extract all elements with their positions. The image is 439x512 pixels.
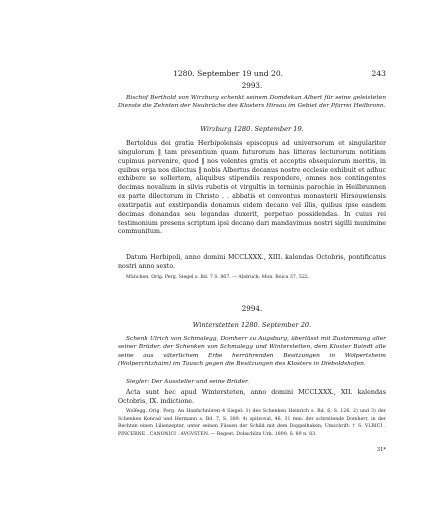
regest-text: Schenk Ulrich von Schmalegg, Domherr zu Augsburg, überlässt mit Zustimmung aller seiner Brüder, der Schenken von Schmalegg und Winterstetten, dem Kloster Baindt alle seine aus väterlichem Erbe herrührenden Besitzungen in Wolpertsheim (Wolperchtzhaim) im Tausch gegen die Besitzungen des Klosters in Dieboldshofen. [118,336,386,368]
signature-mark: 31* [376,447,386,453]
document-2993-dateline [118,124,386,134]
document-2993-regest [118,94,386,111]
document-2994-number [118,304,386,314]
document-2994-siegler [118,378,386,386]
page-number: 243 [371,69,386,78]
signature-mark-block [118,446,386,454]
regest-text: Bischof Berthold von Wirzburg schenkt seinem Domdekan Albert für seine geleisteten Dienste die Zehnten der Neubrüche des Klosters Hirsau im Gebiet der Pfarrei Heilbronn. [118,95,386,110]
document-2994-note [118,408,386,438]
document-2993-note [118,274,386,282]
document-2993-datum [118,254,386,272]
header-title: 1280. September 19 und 20. [173,69,284,78]
siegler-text: Siegler: Der Aussteller und seine Brüder. [126,379,250,385]
charter-text: Bertoldus dei gratia Herbipolensis episcopus ad universorum et singulariter singulorum ‖ tam presentium quam futurorum has litteras lecturorum notitiam cupimus pervenire, quod ‖ nos volentes gratis et acceptis obsequiorum meritis, in quibus erga nos dilectus ‖ nobis Albertus decanus nostre ecclesie exhibuit et adhuc exhibere se sollertem, aliquibus stipendiis respondere, omnes nos contingentes decimas novalium in silvis rubetis et virgultis in terminis parochie in Heilbrunnen ex parte dilectorum in Christo . . abbatis et conventus monasterii Hirsouwiensis exstirpatis aut exstirpandis donamus eidem decano vel illis, quibus ipse easdem decimas donandas seu legandas duxerit, perpetuo possidendas. In cuius rei testimonium presens scriptum ipsi decano dari mandavimus nostri sigilli munimine communitum. [118,140,386,236]
source-note: München. Orig. Perg. Siegel s. Bd. 7 S. 867. — Abdruck: Mon. Boica 37, 522. [126,275,310,280]
document-2993-number [118,81,386,91]
document-2993-body [118,140,386,237]
dateline: Winterstetten 1280. September 20. [192,321,312,329]
document-2994-regest [118,335,386,369]
document-number: 2994. [241,304,263,313]
datum-text: Datum Herbipoli, anno domini MCCLXXX., XIII. kalendas Octobris, pontificatus nostri anno sexto. [118,254,386,270]
charter-text: Acta sunt hec apud Wintersteten, anno domini MCCLXXX., XII. kalendas Octobris, IX. indictione. [118,389,386,405]
document-2994-body [118,389,386,407]
running-header [118,68,386,80]
document-number: 2993. [241,81,263,90]
dateline: Wirzburg 1280. September 19. [200,125,304,133]
source-note: Wolfegg. Orig. Perg. An Hanfschnüren 4 Siegel: 1) des Schenken Heinrich s. Bd. 6, S. 126. 2) und 3) der Schenken Konrad und Hermann s. Bd. 7, S. 389. 4) spitzoval, 46, 31 mm: der schreitende Domherr, in der Rechten einen Lilienzepter, unter seinen Füssen der Schild mit dem Doppelhaken; Umschrift: † S. VLRICI . PINCERNE . CANONICI . AVGVSTEN. — Regest: Dobschütz Urk. 1890, S. 89 n. 83. [118,409,386,437]
document-2994-dateline [118,320,386,330]
